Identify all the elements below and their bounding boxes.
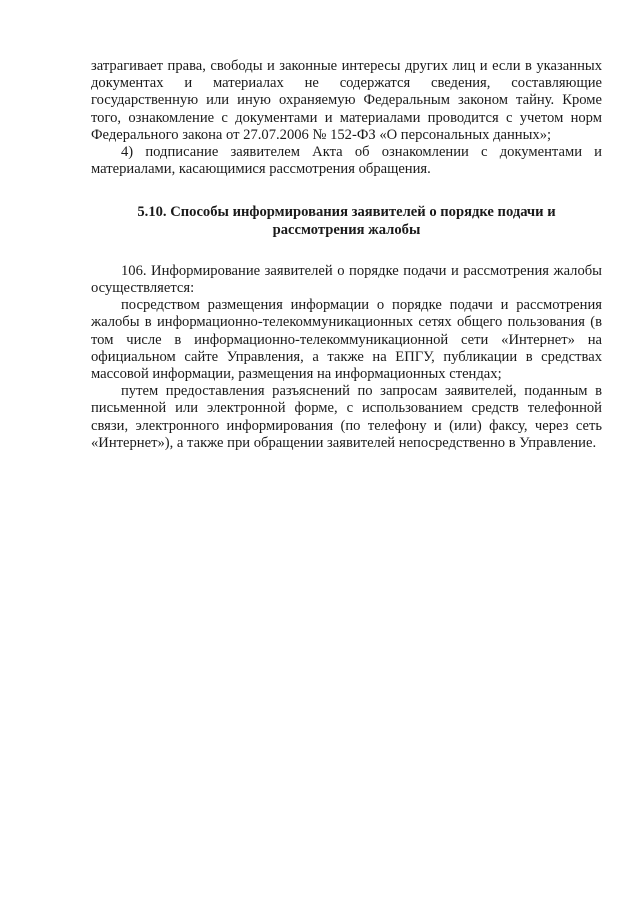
paragraph-106: 106. Информирование заявителей о порядке подачи и рассмотрения жалобы осуществляется: [91, 262, 602, 297]
paragraph-continuation: затрагивает права, свободы и законные интересы других лиц и если в указанных документах и материалах не содержатся сведения, составляющие государственную или иную охраняемую Федеральным законом тайну. Кроме того, ознакомление с документами и материалами проводится с учетом норм Федерального закона от 27.07.2006 № 152-ФЗ «О персональных данных»; [91, 58, 602, 143]
section-heading: 5.10. Способы информирования заявителей о порядке подачи и рассмотрения жалобы [137, 204, 556, 238]
paragraph-method-requests: путем предоставления разъяснений по запросам заявителей, поданным в письменной или электронной форме, с использованием средств телефонной связи, электронного информирования (по телефону и (или) факсу, через сеть «Интернет»), а также при обращении заявителей непосредственно в Управление. [91, 383, 602, 451]
paragraph-method-internet: посредством размещения информации о порядке подачи и рассмотрения жалобы в информационно-телекоммуникационных сетях общего пользования (в том числе в информационно-телекоммуникационной сети «Интернет» на официальном сайте Управления, а также на ЕПГУ, публикации в средствах массовой информации, размещения на информационных стендах; [91, 297, 602, 383]
document-page [91, 58, 602, 452]
paragraph-item-4: 4) подписание заявителем Акта об ознакомлении с документами и материалами, касающимися рассмотрения обращения. [91, 144, 602, 178]
